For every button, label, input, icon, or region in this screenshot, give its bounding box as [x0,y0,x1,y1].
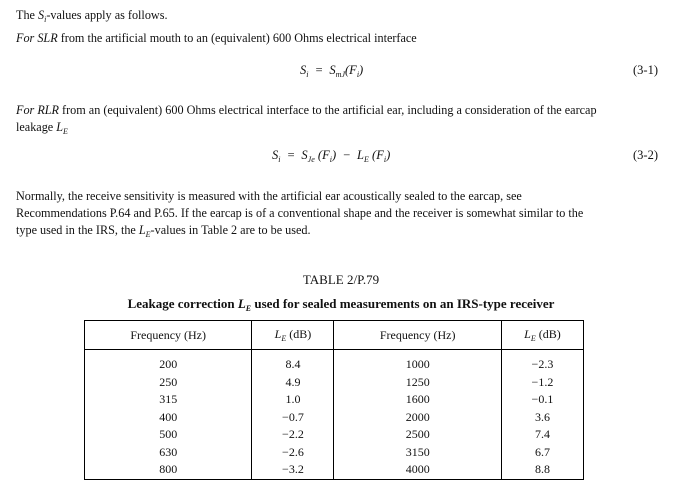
equation-3-2: $S_i = S_{Je}$ $(F_i) - L_E$ $(F_i)$ [272,148,391,164]
table-cell: 800 [159,462,178,477]
normally-paragraph-line1: Normally, the receive sensitivity is measured with the artificial ear acoustically sealed to the earcap, see [16,189,522,203]
leakage-correction-table [84,320,584,480]
table-cell: 3150 [334,444,501,462]
table-cell: 1000 [334,350,501,374]
table-cell: 3.6 [501,409,583,427]
slr-paragraph: For SLR from the artificial mouth to an (equivalent) 600 Ohms electrical interface [16,31,417,45]
table-cell: 630 [159,444,178,459]
table-row [85,374,584,392]
table-row [85,391,584,409]
rlr-paragraph: For RLR from an (equivalent) 600 Ohms electrical interface to the artificial ear, including a consideration of the earcap [16,103,597,117]
table-cell: 4.9 [252,374,334,392]
table-cell: 500 [159,427,178,442]
table-cell: 8.4 [252,350,334,374]
header-frequency-1: Frequency (Hz) [85,321,252,350]
table-cell: −2.2 [252,426,334,444]
table-cell: −3.2 [252,461,334,479]
table-cell: −2.3 [501,350,583,374]
table-row [85,409,584,427]
table-cell: 7.4 [501,426,583,444]
intro-paragraph: The $S_i$-values apply as follows. [16,8,168,24]
rlr-paragraph-line2: leakage $L_E$ [16,120,68,136]
table-row [85,444,584,462]
table-row [85,461,584,479]
table-header-row [85,321,584,350]
table-cell: 8.8 [501,461,583,479]
table-cell: 400 [159,409,178,424]
table-cell: 1600 [334,391,501,409]
normally-paragraph-line2: Recommendations P.64 and P.65. If the earcap is of a conventional shape and the receiver is somewhat similar to the [16,206,584,220]
table-caption: TABLE 2/P.79 [302,272,380,287]
table-cell: 4000 [334,461,501,479]
table-cell: −2.6 [252,444,334,462]
table-title: Leakage correction $L_E$ used for sealed measurements on an IRS-type receiver [127,296,555,313]
table-cell: −0.1 [501,391,583,409]
table-cell: 315 [159,392,178,407]
table-cell: 2500 [334,426,501,444]
table-cell: −0.7 [252,409,334,427]
normally-paragraph-line3: type used in the IRS, the $L_E$-values in Table 2 are to be used. [16,223,311,239]
table-cell: −1.2 [501,374,583,392]
table-cell: 250 [159,374,178,389]
table-cell: 1250 [334,374,501,392]
equation-number-3-2: (3-2) [633,148,658,162]
header-frequency-2: Frequency (Hz) [334,321,501,350]
table-row [85,426,584,444]
equation-3-1: $S_i = S_{mJ}(F_i)$ [300,63,364,79]
table-cell: 2000 [334,409,501,427]
equation-number-3-1: (3-1) [633,63,658,77]
table-row [85,350,584,374]
header-le-2: $L_E$ (dB) [501,321,583,350]
header-le-1: $L_E$ (dB) [252,321,334,350]
table-cell: 1.0 [252,391,334,409]
table-cell: 200 [159,357,178,372]
table-cell: 6.7 [501,444,583,462]
